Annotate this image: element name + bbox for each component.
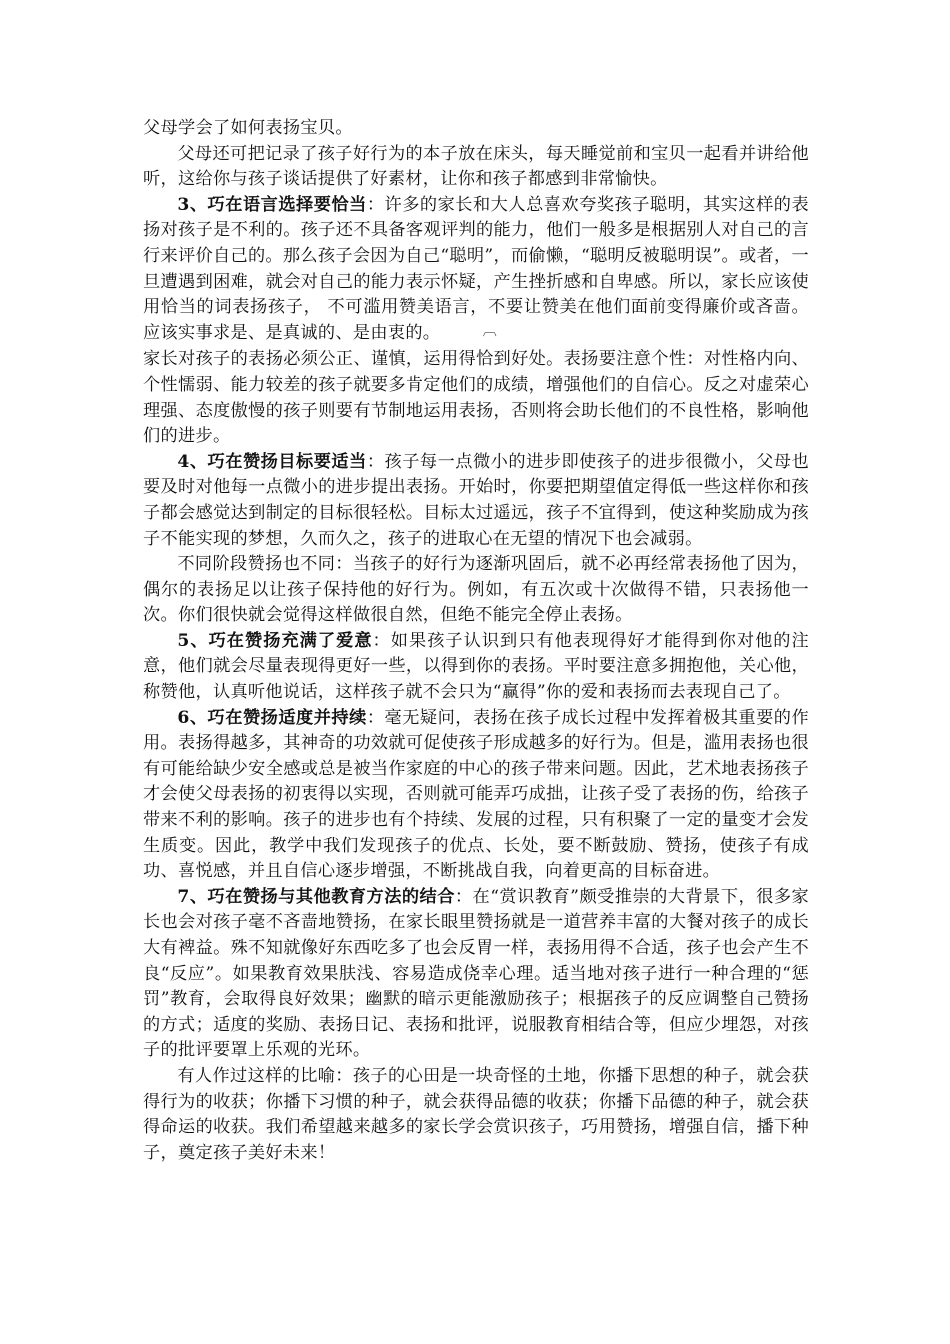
section-3-text: ：许多的家长和大人总喜欢夸奖孩子聪明，其实这样的表扬对孩子是不利的。孩子还不具备客观评判的能力，他们一般多是根据别人对自己的言行来评价自己的。那么孩子会因为自己“聪明”，而偷懒，“聪明反被聪明误”。或者，一旦遭遇到困难，就会对自己的能力表示怀疑，产生挫折感和自卑感。所以，家长应该使用恰当的词表扬孩子， 不可滥用赞美语言，不要让赞美在他们面前变得廉价或吝啬。应该实事求是、是真诚的、是由衷的。: [143, 194, 809, 343]
corner-mark-icon: ︹: [482, 322, 497, 339]
paragraph-record-book: [143, 142, 809, 193]
paragraph-text: 家长对孩子的表扬必须公正、谨慎，运用得恰到好处。表扬要注意个性：对性格内向、个性懦弱、能力较差的孩子就要多肯定他们的成绩，增强他们的自信心。反之对虚荣心理强、态度傲慢的孩子则要有节制地运用表扬，否则将会助长他们的不良性格，影响他们的进步。: [143, 349, 809, 447]
section-5-text: ：如果孩子认识到只有他表现得好才能得到你对他的注意，他们就会尽量表现得更好一些，以得到你的表扬。平时要注意多拥抱他，关心他，称赞他，认真听他说话，这样孩子就不会只为“赢得”你的爱和表扬而去表现自己了。: [143, 630, 810, 703]
paragraph-text: 不同阶段赞扬也不同：当孩子的好行为逐渐巩固后，就不必再经常表扬他了因为，偶尔的表扬足以让孩子保持他的好行为。例如，有五次或十次做得不错，只表扬他一次。你们很快就会觉得这样做很自然，但绝不能完全停止表扬。: [143, 554, 809, 626]
paragraph-intro-end: [143, 116, 809, 142]
section-4-heading: 4、巧在赞扬目标要适当: [177, 451, 367, 472]
paragraph-conclusion: [143, 1064, 809, 1166]
section-7-paragraph: [143, 885, 809, 1064]
paragraph-text: 有人作过这样的比喻：孩子的心田是一块奇怪的土地，你播下思想的种子，就会获得行为的收获；你播下习惯的种子，就会获得品德的收获；你播下品德的种子，就会获得命运的收获。我们希望越来越多的家长学会赏识孩子，巧用赞扬，增强自信，播下种子，奠定孩子美好未来！: [143, 1065, 809, 1163]
section-6-heading: 6、巧在赞扬适度并持续: [177, 707, 367, 728]
section-5-paragraph: [143, 629, 809, 706]
section-6-text: ：毫无疑问，表扬在孩子成长过程中发挥着极其重要的作用。表扬得越多，其神奇的功效就可促使孩子形成越多的好行为。但是，滥用表扬也很有可能给缺少安全感或总是被当作家庭的中心的孩子带来问题。因此，艺术地表扬孩子才会使父母表扬的初衷得以实现，否则就可能弄巧成拙，让孩子受了表扬的伤，给孩子带来不利的影响。孩子的进步也有个持续、发展的过程，只有积聚了一定的量变才会发生质变。因此，教学中我们发现孩子的优点、长处，要不断鼓励、赞扬，使孩子有成功、喜悦感，并且自信心逐步增强，不断挑战自我，向着更高的目标奋进。: [143, 707, 809, 882]
paragraph-text: 父母还可把记录了孩子好行为的本子放在床头，每天睡觉前和宝贝一起看并讲给他听，这给你与孩子谈话提供了好素材，让你和孩子都感到非常愉快。: [143, 143, 809, 190]
section-7-text: ：在“赏识教育”颇受推崇的大背景下，很多家长也会对孩子毫不吝啬地赞扬，在家长眼里赞扬就是一道营养丰富的大餐对孩子的成长大有裨益。殊不知就像好东西吃多了也会反胃一样，表扬用得不合适，孩子也会产生不良“反应”。如果教育效果肤浅、容易造成侥幸心理。适当地对孩子进行一种合理的“惩罚”教育，会取得良好效果；幽默的暗示更能激励孩子；根据孩子的反应调整自己赞扬的方式；适度的奖励、表扬日记、表扬和批评，说服教育相结合等，但应少埋怨，对孩子的批评要罩上乐观的光环。: [143, 886, 809, 1061]
section-5-heading: 5、巧在赞扬充满了爱意: [177, 630, 373, 651]
section-4-text: ：孩子每一点微小的进步即使孩子的进步很微小，父母也要及时对他每一点微小的进步提出表扬。开始时，你要把期望值定得低一些这样你和孩子都会感觉达到制定的目标很轻松。目标太过遥远，孩子不宜得到，使这种奖励成为孩子不能实现的梦想，久而久之，孩子的进取心在无望的情况下也会减弱。: [143, 451, 809, 549]
paragraph-text: 父母学会了如何表扬宝贝。: [143, 118, 353, 138]
section-4-paragraph: [143, 450, 809, 552]
section-7-heading: 7、巧在赞扬与其他教育方法的结合: [177, 886, 455, 907]
section-3-heading: 3、巧在语言选择要恰当: [177, 194, 367, 215]
paragraph-stages: [143, 552, 809, 629]
section-6-paragraph: [143, 706, 809, 885]
article-body: [143, 116, 809, 1166]
section-3-paragraph: [143, 193, 809, 348]
paragraph-fair-praise: [143, 347, 809, 449]
